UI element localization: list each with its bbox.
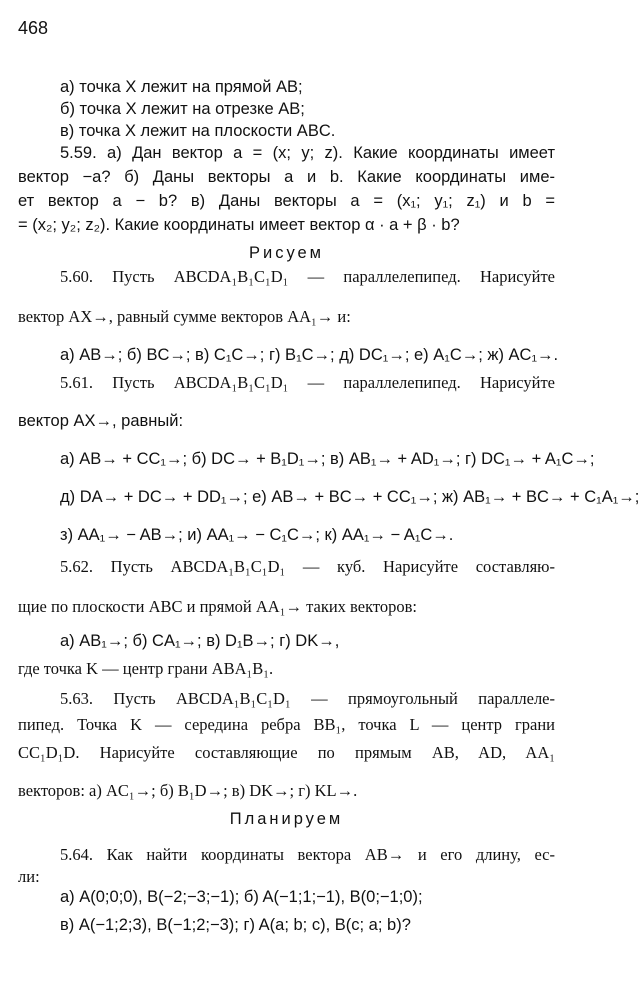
text-line-27: ли:: [18, 867, 40, 886]
text-line-7: = (x₂; y₂; z₂). Какие координаты имеет вектор α · a + β · b?: [18, 216, 460, 234]
text-line-18: щие по плоскости ABC и прямой AA₁→ таких векторов:: [18, 597, 417, 616]
section-heading-draw: Рисуем: [248, 244, 325, 262]
text-line-19: а) AB₁→; б) CA₁→; в) D₁B→; г) DK→,: [60, 632, 340, 650]
page-number: 468: [18, 18, 49, 38]
text-line-20: где точка K — центр грани ABA₁B₁.: [18, 659, 274, 678]
text-line-9: 5.60. Пусть ABCDA₁B₁C₁D₁ — параллелепипед. Нарисуйте: [60, 267, 555, 286]
text-line-21: 5.63. Пусть ABCDA₁B₁C₁D₁ — прямоугольный параллеле-: [60, 689, 555, 708]
text-line-6: ет вектор a − b? в) Даны векторы a = (x₁; y₁; z₁) и b =: [18, 192, 555, 210]
text-line-15: д) DA→ + DC→ + DD₁→; е) AB→ + BC→ + CC₁→; ж) AB₁→ + BC→ + C₁A₁→;: [60, 488, 639, 506]
text-line-24: векторов: а) AC₁→; б) B₁D→; в) DK→; г) KL→.: [18, 781, 358, 800]
text-line-4: 5.59. а) Дан вектор a = (x; y; z). Какие координаты имеет: [60, 144, 555, 162]
text-line-26: 5.64. Как найти координаты вектора AB→ и его длину, ес-: [60, 845, 555, 864]
text-line-28: а) A(0;0;0), B(−2;−3;−1); б) A(−1;1;−1), B(0;−1;0);: [60, 888, 423, 906]
text-line-10: вектор AX→, равный сумме векторов AA₁→ и:: [18, 307, 351, 326]
text-line-1: а) точка X лежит на прямой AB;: [60, 78, 303, 96]
text-line-3: в) точка X лежит на плоскости ABC.: [60, 122, 336, 140]
text-line-5: вектор −a? б) Даны векторы a и b. Какие координаты име-: [18, 168, 555, 186]
text-line-17: 5.62. Пусть ABCDA₁B₁C₁D₁ — куб. Нарисуйте составляю-: [60, 557, 555, 576]
text-line-23: CC₁D₁D. Нарисуйте составляющие по прямым AB, AD, AA₁: [18, 743, 555, 762]
text-line-14: а) AB→ + CC₁→; б) DC→ + B₁D₁→; в) AB₁→ + AD₁→; г) DC₁→ + A₁C→;: [60, 450, 595, 468]
text-line-11: а) AB→; б) BC→; в) C₁C→; г) B₁C→; д) DC₁→; е) A₁C→; ж) AC₁→.: [60, 346, 559, 364]
section-heading-plan: Планируем: [229, 810, 344, 828]
text-line-2: б) точка X лежит на отрезке AB;: [60, 100, 305, 118]
text-line-13: вектор AX→, равный:: [18, 412, 184, 430]
text-line-22: пипед. Точка K — середина ребра BB₁, точка L — центр грани: [18, 715, 555, 734]
text-line-29: в) A(−1;2;3), B(−1;2;−3); г) A(a; b; c), B(c; a; b)?: [60, 916, 411, 934]
text-line-12: 5.61. Пусть ABCDA₁B₁C₁D₁ — параллелепипед. Нарисуйте: [60, 373, 555, 392]
text-line-16: з) AA₁→ − AB→; и) AA₁→ − C₁C→; к) AA₁→ − A₁C→.: [60, 526, 454, 544]
